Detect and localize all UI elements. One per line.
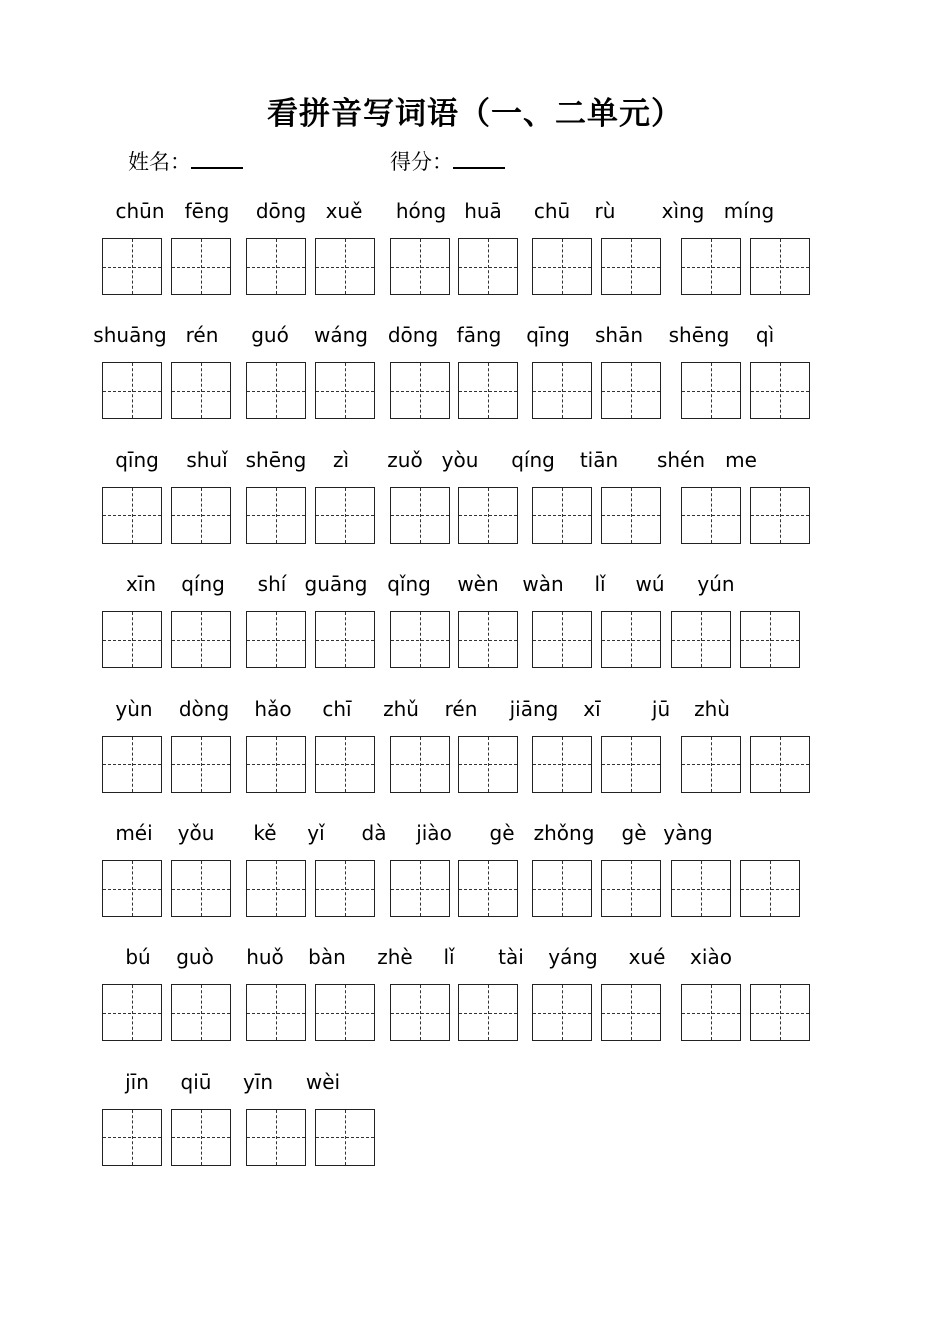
tianzige-box[interactable]: [246, 238, 306, 295]
guide-line-vertical: [631, 239, 632, 294]
score-label: 得分：: [390, 150, 453, 174]
page-title: 看拼音写词语（一、二单元）: [267, 96, 683, 132]
tianzige-box[interactable]: [246, 984, 306, 1041]
guide-line-vertical: [420, 363, 421, 418]
guide-line-vertical: [770, 861, 771, 916]
pinyin-syllable: zhè: [377, 945, 413, 970]
pinyin-syllable: lǐ: [443, 945, 455, 970]
pinyin-syllable: xuě: [325, 199, 363, 223]
guide-line-vertical: [276, 1110, 277, 1165]
tianzige-box[interactable]: [740, 611, 800, 668]
guide-line-vertical: [780, 363, 781, 418]
pinyin-syllable: jiāng: [509, 696, 559, 721]
guide-line-vertical: [132, 861, 133, 916]
guide-line-vertical: [201, 861, 202, 916]
pinyin-syllable: qíng: [181, 572, 225, 597]
guide-line-vertical: [345, 861, 346, 916]
guide-line-vertical: [780, 737, 781, 792]
pinyin-syllable: guāng: [304, 572, 368, 597]
pinyin-syllable: qiū: [180, 1069, 212, 1094]
guide-line-vertical: [631, 985, 632, 1040]
name-field: [128, 146, 243, 176]
tianzige-box[interactable]: [532, 238, 592, 295]
guide-line-vertical: [345, 363, 346, 418]
pinyin-syllable: yǒu: [177, 821, 215, 845]
tianzige-box[interactable]: [458, 611, 518, 668]
pinyin-syllable: xiào: [690, 945, 732, 970]
guide-line-vertical: [711, 985, 712, 1040]
pinyin-syllable: jīn: [125, 1069, 149, 1094]
guide-line-vertical: [276, 239, 277, 294]
guide-line-vertical: [132, 239, 133, 294]
pinyin-syllable: xìng: [661, 199, 705, 223]
tianzige-box[interactable]: [750, 238, 810, 295]
pinyin-syllable: rén: [185, 323, 219, 348]
tianzige-box[interactable]: [315, 238, 375, 295]
guide-line-vertical: [420, 985, 421, 1040]
guide-line-vertical: [132, 737, 133, 792]
tianzige-box[interactable]: [315, 736, 375, 793]
tianzige-box[interactable]: [315, 362, 375, 419]
guide-line-vertical: [770, 612, 771, 667]
guide-line-vertical: [488, 985, 489, 1040]
guide-line-vertical: [420, 612, 421, 667]
tianzige-box[interactable]: [532, 487, 592, 544]
pinyin-syllable: chū: [533, 199, 571, 223]
pinyin-syllable: xīn: [125, 572, 157, 597]
pinyin-syllable: kě: [253, 821, 277, 845]
guide-line-vertical: [711, 239, 712, 294]
tianzige-box[interactable]: [601, 860, 661, 917]
pinyin-syllable: fāng: [456, 323, 502, 348]
tianzige-box[interactable]: [390, 984, 450, 1041]
guide-line-vertical: [631, 488, 632, 543]
guide-line-vertical: [420, 737, 421, 792]
pinyin-syllable: chūn: [115, 199, 165, 223]
pinyin-syllable: shēng: [668, 323, 730, 348]
tianzige-box[interactable]: [681, 362, 741, 419]
guide-line-vertical: [562, 612, 563, 667]
tianzige-box[interactable]: [458, 860, 518, 917]
tianzige-box[interactable]: [171, 487, 231, 544]
pinyin-syllable: zhǔ: [383, 696, 419, 721]
pinyin-syllable: fēng: [184, 199, 230, 223]
guide-line-vertical: [132, 1110, 133, 1165]
pinyin-syllable: zhǒng: [533, 821, 595, 845]
tianzige-box[interactable]: [102, 984, 162, 1041]
guide-line-vertical: [488, 737, 489, 792]
guide-line-vertical: [562, 985, 563, 1040]
tianzige-box[interactable]: [171, 362, 231, 419]
pinyin-syllable: wú: [635, 572, 665, 597]
tianzige-box[interactable]: [102, 1109, 162, 1166]
tianzige-box[interactable]: [171, 984, 231, 1041]
pinyin-syllable: wèn: [457, 572, 499, 597]
pinyin-syllable: zì: [332, 447, 350, 472]
pinyin-syllable: yǐ: [307, 821, 325, 845]
guide-line-vertical: [345, 985, 346, 1040]
tianzige-box[interactable]: [102, 860, 162, 917]
guide-line-vertical: [132, 612, 133, 667]
guide-line-vertical: [780, 239, 781, 294]
guide-line-vertical: [201, 488, 202, 543]
pinyin-syllable: hóng: [395, 199, 447, 223]
guide-line-vertical: [711, 737, 712, 792]
guide-line-vertical: [488, 861, 489, 916]
guide-line-vertical: [631, 861, 632, 916]
guide-line-vertical: [345, 239, 346, 294]
guide-line-vertical: [701, 612, 702, 667]
guide-line-vertical: [631, 737, 632, 792]
pinyin-syllable: zuǒ: [387, 447, 423, 472]
pinyin-syllable: qīng: [115, 447, 159, 472]
guide-line-vertical: [132, 363, 133, 418]
tianzige-box[interactable]: [750, 362, 810, 419]
pinyin-syllable: jū: [651, 696, 671, 721]
pinyin-syllable: shuāng: [93, 323, 167, 348]
guide-line-vertical: [711, 488, 712, 543]
pinyin-syllable: yīn: [242, 1069, 274, 1094]
pinyin-syllable: wèi: [305, 1069, 341, 1094]
guide-line-vertical: [276, 985, 277, 1040]
pinyin-syllable: qīng: [526, 323, 570, 348]
guide-line-vertical: [780, 985, 781, 1040]
pinyin-syllable: bàn: [308, 945, 346, 970]
pinyin-syllable: míng: [723, 199, 775, 223]
pinyin-syllable: shēng: [245, 447, 307, 472]
guide-line-vertical: [276, 363, 277, 418]
score-blank[interactable]: [453, 147, 505, 169]
tianzige-box[interactable]: [532, 860, 592, 917]
tianzige-box[interactable]: [750, 736, 810, 793]
guide-line-vertical: [488, 488, 489, 543]
name-blank[interactable]: [191, 147, 243, 169]
tianzige-box[interactable]: [171, 1109, 231, 1166]
guide-line-vertical: [701, 861, 702, 916]
guide-line-vertical: [488, 612, 489, 667]
tianzige-box[interactable]: [681, 238, 741, 295]
tianzige-box[interactable]: [171, 238, 231, 295]
tianzige-box[interactable]: [532, 984, 592, 1041]
pinyin-syllable: qíng: [511, 447, 555, 472]
tianzige-box[interactable]: [246, 487, 306, 544]
tianzige-box[interactable]: [390, 736, 450, 793]
tianzige-box[interactable]: [315, 860, 375, 917]
pinyin-syllable: yùn: [115, 696, 153, 721]
tianzige-box[interactable]: [740, 860, 800, 917]
pinyin-syllable: qǐng: [387, 572, 431, 597]
guide-line-vertical: [420, 488, 421, 543]
tianzige-box[interactable]: [601, 736, 661, 793]
tianzige-box[interactable]: [681, 984, 741, 1041]
guide-line-vertical: [488, 363, 489, 418]
tianzige-box[interactable]: [681, 487, 741, 544]
guide-line-vertical: [201, 612, 202, 667]
pinyin-syllable: tài: [498, 945, 524, 970]
pinyin-syllable: dà: [361, 821, 387, 845]
pinyin-syllable: wàn: [522, 572, 564, 597]
guide-line-vertical: [780, 488, 781, 543]
guide-line-vertical: [276, 612, 277, 667]
guide-line-vertical: [562, 488, 563, 543]
pinyin-syllable: shí: [257, 572, 287, 597]
tianzige-box[interactable]: [246, 736, 306, 793]
tianzige-box[interactable]: [458, 238, 518, 295]
pinyin-syllable: huǒ: [246, 945, 284, 970]
tianzige-box[interactable]: [315, 984, 375, 1041]
tianzige-box[interactable]: [315, 1109, 375, 1166]
tianzige-box[interactable]: [458, 984, 518, 1041]
pinyin-syllable: xué: [628, 945, 666, 970]
guide-line-vertical: [345, 612, 346, 667]
pinyin-syllable: yáng: [548, 945, 598, 970]
tianzige-box[interactable]: [102, 736, 162, 793]
guide-line-vertical: [420, 861, 421, 916]
tianzige-box[interactable]: [601, 487, 661, 544]
tianzige-box[interactable]: [601, 362, 661, 419]
tianzige-box[interactable]: [681, 736, 741, 793]
tianzige-box[interactable]: [601, 984, 661, 1041]
tianzige-box[interactable]: [390, 487, 450, 544]
tianzige-box[interactable]: [601, 238, 661, 295]
guide-line-vertical: [345, 488, 346, 543]
name-label: 姓名：: [128, 150, 191, 174]
tianzige-box[interactable]: [671, 611, 731, 668]
pinyin-syllable: dōng: [387, 323, 439, 348]
tianzige-box[interactable]: [390, 611, 450, 668]
pinyin-syllable: tiān: [579, 447, 619, 472]
pinyin-syllable: qì: [755, 323, 775, 348]
guide-line-vertical: [201, 239, 202, 294]
guide-line-vertical: [201, 737, 202, 792]
tianzige-box[interactable]: [102, 362, 162, 419]
guide-line-vertical: [488, 239, 489, 294]
pinyin-syllable: xī: [583, 696, 601, 721]
tianzige-box[interactable]: [532, 362, 592, 419]
tianzige-box[interactable]: [601, 611, 661, 668]
tianzige-box[interactable]: [750, 984, 810, 1041]
pinyin-syllable: jiào: [416, 821, 452, 845]
pinyin-syllable: yòu: [441, 447, 479, 472]
pinyin-syllable: chī: [322, 696, 352, 721]
pinyin-syllable: gè: [621, 821, 647, 845]
guide-line-vertical: [631, 612, 632, 667]
tianzige-box[interactable]: [246, 362, 306, 419]
pinyin-syllable: dōng: [255, 199, 307, 223]
tianzige-box[interactable]: [390, 860, 450, 917]
tianzige-box[interactable]: [246, 860, 306, 917]
tianzige-box[interactable]: [246, 611, 306, 668]
guide-line-vertical: [132, 488, 133, 543]
pinyin-syllable: bú: [125, 945, 151, 970]
tianzige-box[interactable]: [458, 487, 518, 544]
pinyin-syllable: méi: [115, 821, 153, 845]
pinyin-syllable: dòng: [178, 696, 230, 721]
tianzige-box[interactable]: [171, 860, 231, 917]
guide-line-vertical: [132, 985, 133, 1040]
guide-line-vertical: [562, 239, 563, 294]
guide-line-vertical: [631, 363, 632, 418]
guide-line-vertical: [201, 363, 202, 418]
tianzige-box[interactable]: [102, 487, 162, 544]
tianzige-box[interactable]: [246, 1109, 306, 1166]
pinyin-syllable: yún: [697, 572, 735, 597]
pinyin-syllable: lǐ: [594, 572, 606, 597]
tianzige-box[interactable]: [458, 362, 518, 419]
tianzige-box[interactable]: [315, 487, 375, 544]
score-field: [390, 146, 505, 176]
pinyin-syllable: wáng: [314, 323, 368, 348]
tianzige-box[interactable]: [171, 736, 231, 793]
tianzige-box[interactable]: [458, 736, 518, 793]
guide-line-vertical: [201, 1110, 202, 1165]
pinyin-syllable: guò: [176, 945, 214, 970]
guide-line-vertical: [711, 363, 712, 418]
tianzige-box[interactable]: [171, 611, 231, 668]
pinyin-syllable: rù: [594, 199, 616, 223]
pinyin-syllable: rén: [444, 696, 478, 721]
tianzige-box[interactable]: [390, 362, 450, 419]
guide-line-vertical: [562, 363, 563, 418]
pinyin-syllable: me: [725, 447, 757, 472]
guide-line-vertical: [345, 1110, 346, 1165]
guide-line-vertical: [276, 861, 277, 916]
pinyin-syllable: shén: [656, 447, 706, 472]
tianzige-box[interactable]: [315, 611, 375, 668]
guide-line-vertical: [562, 861, 563, 916]
pinyin-syllable: guó: [251, 323, 289, 348]
tianzige-box[interactable]: [390, 238, 450, 295]
pinyin-syllable: zhù: [694, 696, 730, 721]
pinyin-syllable: shuǐ: [186, 447, 228, 472]
guide-line-vertical: [345, 737, 346, 792]
guide-line-vertical: [276, 737, 277, 792]
tianzige-box[interactable]: [102, 611, 162, 668]
guide-line-vertical: [201, 985, 202, 1040]
tianzige-box[interactable]: [671, 860, 731, 917]
guide-line-vertical: [562, 737, 563, 792]
pinyin-syllable: hǎo: [254, 696, 292, 721]
tianzige-box[interactable]: [750, 487, 810, 544]
guide-line-vertical: [276, 488, 277, 543]
pinyin-syllable: gè: [489, 821, 515, 845]
pinyin-syllable: yàng: [663, 821, 713, 845]
guide-line-vertical: [420, 239, 421, 294]
tianzige-box[interactable]: [102, 238, 162, 295]
pinyin-syllable: shān: [594, 323, 644, 348]
tianzige-box[interactable]: [532, 611, 592, 668]
pinyin-syllable: huā: [464, 199, 502, 223]
tianzige-box[interactable]: [532, 736, 592, 793]
